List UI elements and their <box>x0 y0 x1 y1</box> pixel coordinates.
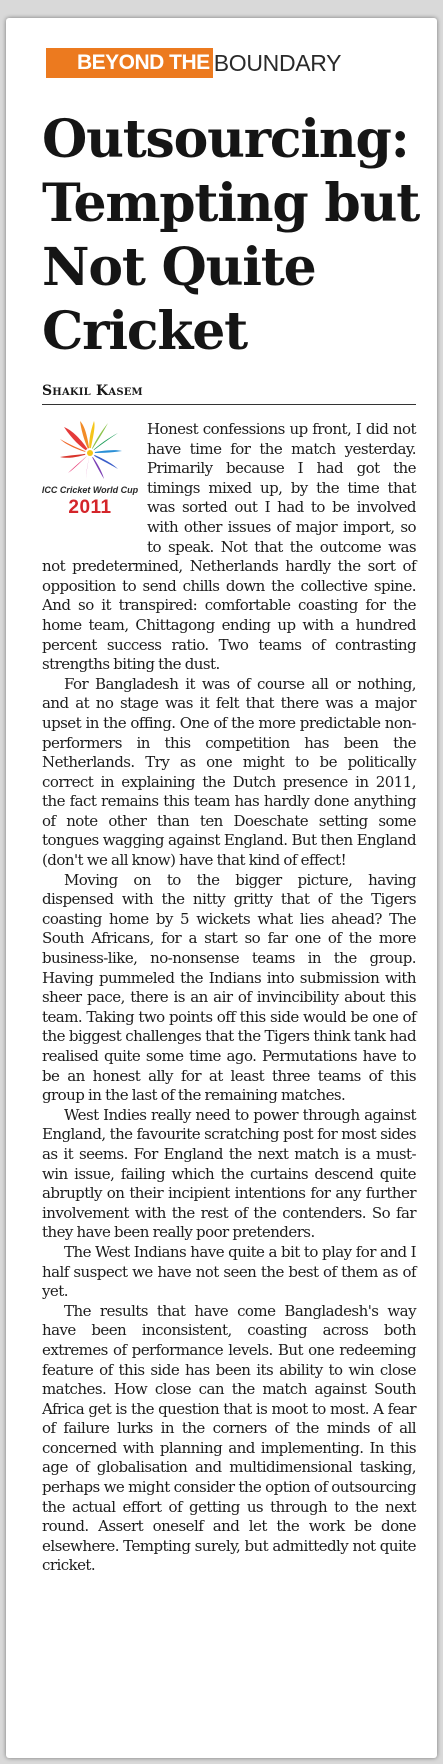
article-paragraph: West Indies really need to power through against England, the favourite scratching post for most sides as it seems. For England the next match is a must-win issue, failing which the curtains descend quite abruptly on their incipient intentions for any further involvement with the rest of the contenders. So far they have been really poor pretenders. <box>42 1105 416 1242</box>
logo-year: 2011 <box>68 497 112 518</box>
article-paragraph: For Bangladesh it was of course all or nothing, and at no stage was it felt that there was a major upset in the offing. One of the more predictable non-performers in this competition has been the Netherlands. Try as one might to be politically correct in explaining the Dutch presence in 2011, the fact remains this team has hardly done anything of note other than ten Doeschate setting some tongues wagging against England. But then England (don't we all know) have that kind of effect! <box>42 674 416 870</box>
logo-caption: ICC Cricket World Cup <box>41 485 139 495</box>
logo-float-spacer <box>42 420 147 542</box>
article-paragraph: The results that have come Bangladesh's way have been inconsistent, coasting across both extremes of performance levels. But one redeeming feature of this side has been its ability to win close matches. How close can the match against South Africa get is the question that is moot to most. A fear of failure lurks in the corners of the minds of all concerned with planning and implementing. In this age of globalisation and multidimensional tasking, perhaps we might consider the option of outsourcing the actual effort of getting us through to the next round. Assert oneself and let the work be done elsewhere. Tempting surely, but admittedly not quite cricket. <box>42 1301 416 1575</box>
article-paragraph: Honest confessions up front, I did not have time for the match yesterday. Primarily because I had got the timings mixed up, by the time that was sorted out I had to be involved with other issues of major import, so to speak. Not that the outcome was not predetermined, Netherlands hardly the sort of opposition to send chills down the collective spine. And so it transpired: comfortable coasting for the home team, Chittagong ending up with a hundred percent success ratio. Two teams of contrasting strengths biting the dust. <box>42 420 416 674</box>
newspaper-column <box>6 18 437 1758</box>
article-paragraph: The West Indians have quite a bit to play for and I half suspect we have not seen the best of them as of yet. <box>42 1242 416 1301</box>
article-paragraph: Moving on to the bigger picture, having dispensed with the nitty gritty that of the Tigers coasting home by 5 wickets what lies ahead? The South Africans, for a start so far one of the more business-like, no-nonsense teams in the group. Having pummeled the Indians into submission with sheer pace, there is an air of invincibility about this team. Taking two points off this side would be one of the biggest challenges that the Tigers think tank had realised quite some time ago. Permutations have to be an honest ally for at least three teams of this group in the last of the remaining matches. <box>42 870 416 1105</box>
article-body <box>42 420 416 1576</box>
section-tag-bold: BEYOND THE <box>46 48 213 78</box>
byline-divider <box>42 404 416 405</box>
byline: Shakil Kasem <box>42 383 143 399</box>
section-tag <box>46 48 341 78</box>
section-tag-rest: BOUNDARY <box>213 49 342 76</box>
headline: Outsourcing: Tempting but Not Quite Cricket <box>42 109 420 362</box>
